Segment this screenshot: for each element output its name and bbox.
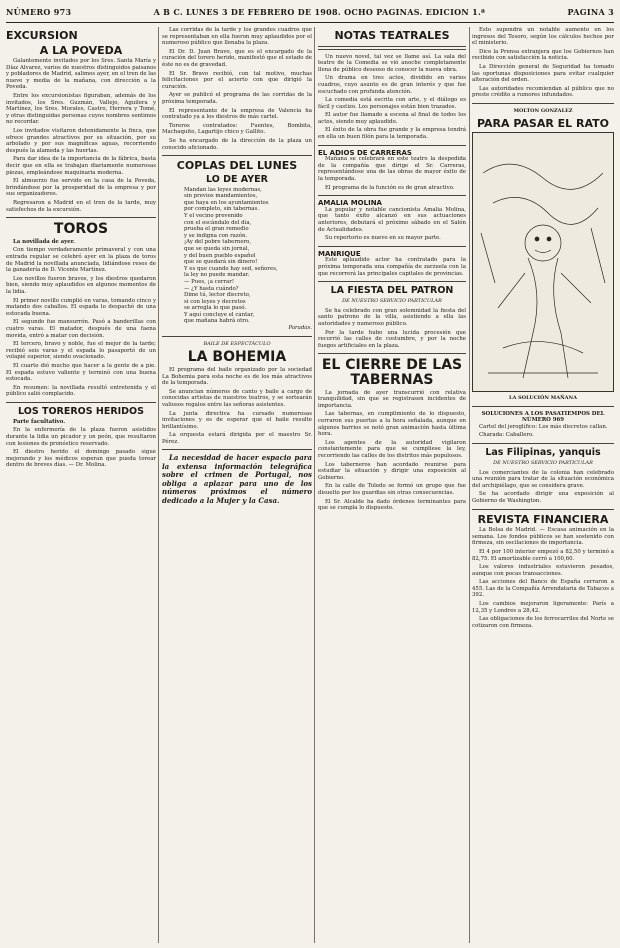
divider: [162, 336, 312, 337]
soluciones-body: [472, 424, 614, 439]
cartoon-illustration: [473, 133, 613, 391]
paragraph: Charada: Caballero.: [479, 432, 534, 439]
masthead-center: A B C. LUNES 3 DE FEBRERO DE 1908. OCHO PAGINAS. EDICION 1.ª: [153, 7, 486, 17]
paragraph: Se ha celebrado con gran solemnidad la fiesta del santo patrono de la villa, asistiendo a ella las autoridades y numeroso público.: [318, 307, 466, 327]
divider: [6, 402, 156, 403]
divider: [318, 353, 466, 354]
cierre-title: EL CIERRE DE LAS TABERNAS: [321, 357, 463, 388]
paragraph: Un nuevo novel, tal vez se llame así. La sala del teatro de la Comedia se vió anoche completamente llena de público deseoso de conocer la nueva obra.: [318, 53, 466, 73]
divider: [162, 449, 312, 450]
divider: [472, 509, 614, 510]
divider: [6, 217, 156, 218]
paragraph: Los invitados visitaron detenidamente la finca, que ofrece grandes atractivos por su situación, por su arbolado y por sus magníficas aguas, recorriendo después la alameda y las huertas.: [6, 128, 156, 154]
paragraph: La orquesta estará dirigida por el maestro Sr. Pérez.: [162, 432, 312, 445]
verse-line: sin previos mandamientos,: [184, 193, 258, 200]
paragraph: Parte facultativo.: [13, 418, 66, 425]
paragraph: El éxito de la obra fue grande y la empresa tendrá en ella un buen filón para la temporada.: [318, 127, 466, 141]
column-2: [162, 27, 312, 943]
column-1: [6, 27, 156, 943]
editorial-notice: La necesidad de hacer espacio para la extensa información telegráfica sobre el crimen de Portugal, nos obliga a aplazar para uno de los números próximos el número dedicado a la Mujer y la Casa.: [162, 453, 312, 505]
paragraph: Su repertorio es nuevo en su mayor parte.: [325, 235, 441, 242]
divider: [162, 155, 312, 156]
issue-number: NÚMERO 973: [6, 7, 72, 17]
paragraph: Galantemente invitados por los Sres. Santa María y Díaz Alvarez, varios de nuestros distinguidos paisanos y pobladores de Madrid, salimos ayer, en el tren de las nueve y media de la mañana, con dirección a la Poveda.: [6, 58, 156, 91]
paragraph: Los agentes de la autoridad vigilaron constantemente para que se cumpliese la ley, recorriendo las calles de los distritos más populosos.: [318, 439, 466, 460]
paragraph: El Dr. D. Juan Bravo, que es el encargado de la curación del torero herido, manifestó que el estado de éste no es de gravedad.: [162, 48, 312, 68]
excursion-subtitle: A LA POVEDA: [39, 43, 123, 57]
notas-title: NOTAS TEATRALES: [334, 29, 450, 42]
divider: [472, 443, 614, 444]
paragraph: La novillada de ayer.: [13, 238, 75, 245]
paragraph: Regresaron a Madrid en el tren de la tarde, muy satisfechos de la excursión.: [6, 199, 156, 213]
paragraph: Mañana se celebrará en este teatro la despedida de la compañía que dirige el Sr. Carreras, representándose una de las obras de mayor éxito de la temporada.: [318, 156, 466, 183]
paragraph: Dice la Prensa extranjera que los Gobiernos han recibido con satisfacción la noticia.: [472, 48, 614, 62]
paragraph: Los comerciantes de la colonia han celebrado una reunión para tratar de la situación económica del archipiélago, que se considera grave.: [472, 469, 614, 489]
paragraph: Los taberneros han acordado reunirse para estudiar la situación y dirigir una exposición al Gobierno.: [318, 461, 466, 481]
paragraph: La comedia está escrita con arte, y el diálogo es fácil y castizo. Los personajes están bien trazados.: [318, 97, 466, 110]
bohemia-body: [162, 367, 312, 446]
fiesta-body: [318, 308, 466, 350]
paragraph: Esto supondrá un notable aumento en los ingresos del Tesoro, según los cálculos hechos por el ministerio.: [472, 27, 614, 47]
verse-signature: Paradas.: [288, 325, 312, 332]
paragraph: El representante de la empresa de Valencia ha contratado ya a los diestros de más cartel.: [162, 107, 312, 121]
heridos-body: [6, 419, 156, 469]
paragraph: Toreros contratados: Fuentes, Bombita, Machaquito, Lagartijo chico y Gallito.: [162, 122, 312, 136]
verse-line: — Pues, ¡a cerrar!: [184, 278, 235, 285]
paragraph: El autor fue llamado a escena al final de todos los actos, siendo muy aplaudido.: [318, 112, 466, 125]
verse-line: por completo, sin tabernas.: [184, 206, 260, 213]
paragraph: Un drama en tres actos, dividido en varios cuadros, cuyo asunto es de gran interés y que fue escuchado con profunda atención.: [318, 75, 466, 95]
paragraph: Las corridas de la tarde y los grandes cuadros que se representaban en ella fueron muy aplaudidos por el numeroso público que llenaba la plaza.: [162, 27, 312, 47]
verse-line: si con leyes y decretos: [184, 298, 246, 305]
paragraph: El diestro herido el domingo pasado sigue mejorando y los médicos esperan que pueda torear dentro de breves días. — Dr. Molina.: [6, 449, 156, 469]
verse-line: que mañana habrá otro.: [184, 318, 250, 325]
verse-line: — ¿Y hasta cuándo?: [184, 285, 239, 292]
fiesta-subtitle: DE NUESTRO SERVICIO PARTICULAR: [342, 298, 442, 305]
manrique-body: [318, 257, 466, 277]
notas-body: [318, 54, 466, 141]
amalia-body: [318, 207, 466, 242]
adios-kicker: EL ADIOS DE CARRERAS: [318, 148, 412, 157]
column-4: [472, 27, 614, 943]
paragraph: La junta directiva ha cursado numerosas invitaciones y es de esperar que el baile resulte brillantísimo.: [162, 410, 312, 430]
cartoon-caption: LA SOLUCIÓN MAÑANA: [508, 395, 577, 402]
paragraph: El programa del baile organizado por la sociedad La Bohemia para esta noche es de los más atractivos de la temporada.: [162, 366, 312, 387]
verse-line: y se indigna con razón.: [184, 232, 248, 239]
puzzle-cartoon: [472, 132, 614, 392]
paragraph: Los novillos fueron bravos, y los diestros quedaron bien, siendo muy aplaudidos en algunos momentos de la lidia.: [6, 275, 156, 295]
paragraph: Ayer se publicó el programa de las corridas de la próxima temporada.: [162, 92, 312, 105]
rato-author: MOLTON GONZALEZ: [513, 107, 573, 114]
toros-body: [6, 239, 156, 398]
paragraph: La popular y notable cancionista Amalia Molina, que tanto éxito alcanzó en sus actuaciones anteriores, debutará el próximo sábado en el Salón de Actualidades.: [318, 206, 466, 233]
verse-line: Y el vecino prevenido: [184, 212, 243, 219]
coplas-subtitle: LO DE AYER: [206, 173, 268, 185]
fiesta-title: LA FIESTA DEL PATRON: [330, 285, 454, 297]
cierre-body: [318, 390, 466, 512]
verse-line: que haya en los ayuntamientos: [184, 199, 269, 206]
divider: [472, 406, 614, 407]
paragraph: En resumen: la novillada resultó entretenida y el público salió complacido.: [6, 384, 156, 398]
rato-title: PARA PASAR EL RATO: [476, 116, 610, 130]
paragraph: Se ha encargado de la dirección de la plaza un conocido aficionado.: [162, 137, 312, 151]
paragraph: Las autoridades recomiendan al público que no preste crédito a rumores infundados.: [472, 85, 614, 99]
paragraph: Por la tarde hubo una lucida procesión que recorrió las calles de costumbre, y por la noche fuegos artificiales en la plaza.: [318, 329, 466, 349]
paragraph: Este aplaudido actor ha contratado para la próxima temporada una compañía de zarzuela con la que recorrerá las principales capitales de provincias.: [318, 257, 466, 277]
verse-line: Mandan las leyes modernas,: [184, 186, 262, 193]
paragraph: El Sr. Bravo recibió, con tal motivo, muchas felicitaciones por el acierto con que dirigió la curación.: [162, 70, 312, 90]
masthead-rule: [6, 22, 614, 23]
coplas-verses: [162, 187, 312, 332]
filipinas-title: Las Filipinas, yanquis: [485, 447, 601, 459]
revista-title: REVISTA FINANCIERA: [477, 512, 609, 526]
filipinas-subtitle: DE NUESTRO SERVICIO PARTICULAR: [493, 460, 593, 467]
paragraph: Los cambios mejoraron ligeramente: París a 12,35 y Londres a 28,42.: [472, 601, 614, 614]
verse-line: se arregla lo que pasó.: [184, 305, 247, 312]
paragraph: El Sr. Alcalde ha dado órdenes terminantes para que se cumpla lo dispuesto.: [318, 498, 466, 512]
verse-line: Y es que cuando hay sed, señores,: [184, 265, 278, 272]
bohemia-kicker: BAILE DE ESPECTÁCULO: [203, 340, 271, 347]
masthead: [6, 5, 614, 19]
paragraph: El primer novillo cumplió en varas, tomando cinco y matando dos caballos. El espada lo despachó de una estocada buena.: [6, 297, 156, 317]
paragraph: Cartel del jeroglífico: Los más discretos callan.: [479, 423, 608, 430]
divider: [318, 145, 466, 146]
paragraph: Las acciones del Banco de España cerraron a 455. Las de la Compañía Arrendataria de Tabacos a 392.: [472, 579, 614, 599]
continuation-body: [162, 27, 312, 151]
paragraph: La Dirección general de Seguridad ha tomado las oportunas disposiciones para evitar cualquier alteración del orden.: [472, 63, 614, 84]
divider: [318, 46, 466, 50]
verse-line: prueba el gran remedio: [184, 226, 249, 233]
paragraph: La jornada de ayer transcurrió con relativa tranquilidad, sin que se registrasen incidentes de importancia.: [318, 389, 466, 409]
amalia-kicker: AMALIA MOLINA: [318, 199, 382, 208]
paragraph: El programa de la función es de gran atractivo.: [325, 184, 455, 191]
adios-body: [318, 156, 466, 191]
paragraph: Con tiempo verdaderamente primaveral y con una entrada regular se celebró ayer en la plaza de toros de Madrid la novillada anunciada, lidiándose reses de la ganadería de D. Vicente Martínez.: [6, 247, 156, 274]
verse-line: la ley no puede mandar.: [184, 272, 250, 279]
paragraph: En la enfermería de la plaza fueron asistidos durante la lidia un picador y un peón, que resultaron con lesiones de pronóstico reservado.: [6, 427, 156, 447]
paragraph: El cuarto dió mucho que hacer a la gente de a pie. El espada estuvo valiente y terminó con una buena estocada.: [6, 362, 156, 383]
top-body: [472, 27, 614, 99]
excursion-title: EXCURSION: [6, 29, 78, 42]
verse-line: y del buen pueblo español: [184, 252, 256, 259]
column-3: [318, 27, 466, 943]
paragraph: Los valores industriales estuvieron pesados, aunque con pocas transacciones.: [472, 564, 614, 577]
verse-line: ¡Ay del pobre tabernero,: [184, 239, 252, 246]
verse-line: Y aquí concluye el cantar,: [184, 311, 255, 318]
paragraph: El segundo fue mansurrón. Pasó a banderillas con cuatro varas. El matador, después de una faena movida, entró a matar con decisión.: [6, 319, 156, 339]
paragraph: El 4 por 100 interior empezó a 82,50 y terminó a 82,75. El amortizable cerró a 100,60.: [472, 548, 614, 562]
divider: [318, 246, 466, 247]
revista-body: [472, 527, 614, 629]
divider: [472, 103, 614, 104]
verse-line: que se queda sin jornal,: [184, 245, 250, 252]
column-rule: [314, 27, 315, 943]
divider: [318, 281, 466, 282]
paragraph: Para dar idea de la importancia de la fábrica, basta decir que en ella se trabajan diariamente numerosas piezas, empleándose maquinaria moderna.: [6, 156, 156, 176]
manrique-kicker: MANRIQUE: [318, 249, 361, 258]
paragraph: Las tabernas, en cumplimiento de lo dispuesto, cerraron sus puertas a la hora señalada, aunque en algunos barrios se notó gran animación hasta última hora.: [318, 411, 466, 438]
soluciones-title: SOLUCIONES A LOS PASATIEMPOS DEL NÚMERO 969: [481, 410, 605, 424]
filipinas-body: [472, 470, 614, 505]
bohemia-title: LA BOHEMIA: [187, 349, 287, 366]
paragraph: Se anuncian números de canto y baile a cargo de conocidas artistas de nuestros teatros, y se sortearán valiosos regalos entre las señoras asistentes.: [162, 388, 312, 408]
paragraph: El tercero, bravo y noble, fue el mejor de la tarde; recibió seis varas y el espada lo pasaportó de un volapié superior, siendo ovacionado.: [6, 341, 156, 361]
column-rule: [469, 27, 470, 943]
verse-line: que se quedará sin dinero!: [184, 259, 258, 266]
paragraph: Entre los excursionistas figuraban, además de los invitados, los Sres. Guzmán, Vallejo, Aguilera y Martínez, los Sres. Morales, Castro, Herrera y Tomé, y otras distinguidas personas cuyos nombres sentimos no recordar.: [6, 93, 156, 126]
column-rule: [158, 27, 159, 943]
page-number: PAGINA 3: [567, 7, 614, 17]
paragraph: El almuerzo fue servido en la casa de la Poveda, brindándose por la prosperidad de la empresa y por sus organizadores.: [6, 178, 156, 198]
excursion-body: [6, 58, 156, 213]
paragraph: La Bolsa de Madrid. — Escasa animación en la semana. Los fondos públicos se han sostenido con firmeza, sin oscilaciones de importancia.: [472, 527, 614, 547]
divider: [318, 195, 466, 196]
coplas-title: COPLAS DEL LUNES: [176, 159, 298, 173]
paragraph: Las obligaciones de los ferrocarriles del Norte se cotizaron con firmeza.: [472, 616, 614, 629]
toros-title: TOROS: [53, 221, 109, 238]
paragraph: En la calle de Toledo se formó un grupo que fue disuelto por los guardias sin otras consecuencias.: [318, 483, 466, 496]
verse-line: Dime tú, lector discreto,: [184, 292, 251, 299]
heridos-title: LOS TOREROS HERIDOS: [18, 405, 144, 417]
paragraph: Se ha acordado dirigir una exposición al Gobierno de Washington.: [472, 491, 614, 504]
verse-line: con el escándalo del día,: [184, 219, 252, 226]
